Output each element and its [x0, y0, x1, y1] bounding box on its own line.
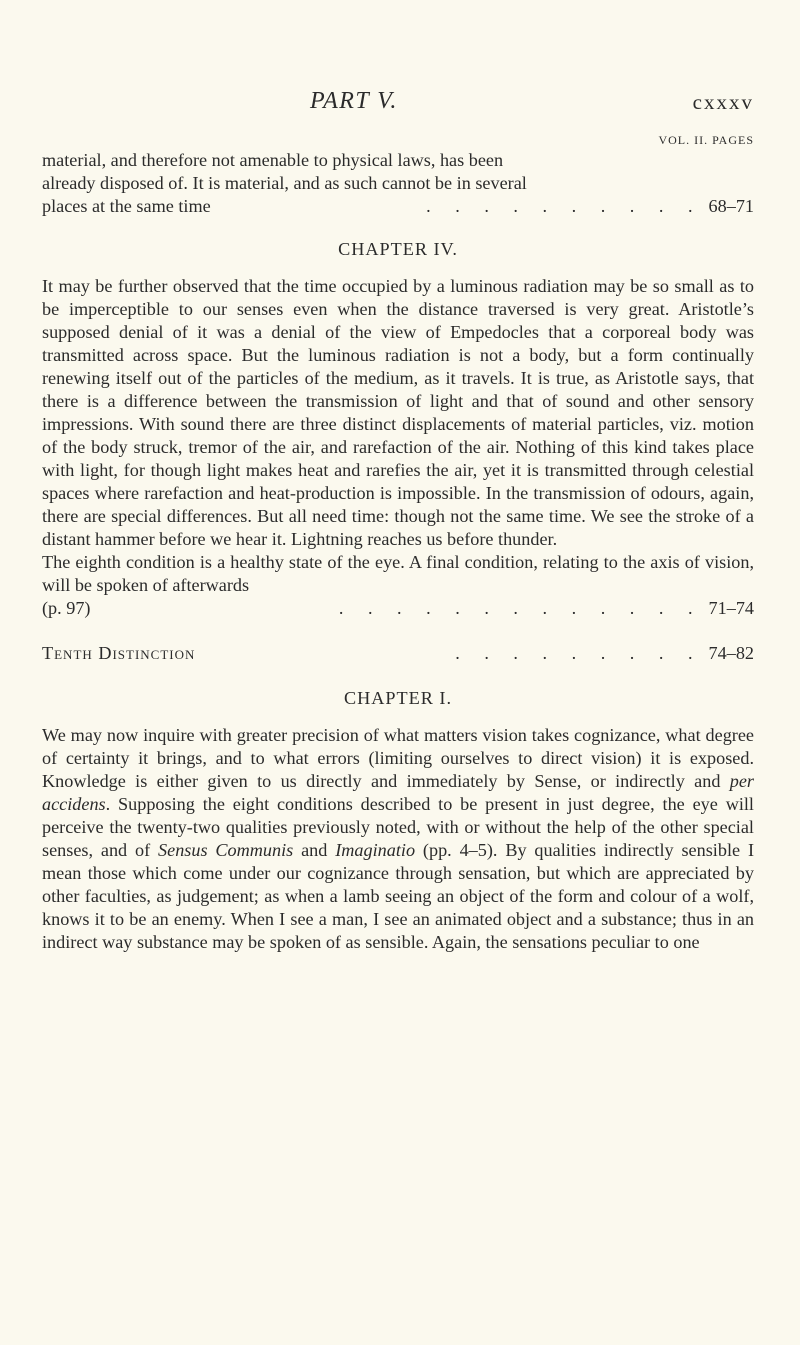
- chapter-i-paragraph: [42, 724, 754, 954]
- page-range: 71–74: [708, 598, 754, 618]
- chapter-iv-leader-line: [42, 597, 754, 620]
- chapter-iv-paragraph-1: It may be further observed that the time occupied by a luminous radiation may be so small as to be imperceptible to our senses even when the distance traversed is very great. Aristotle’s supposed denial of it was a denial of the view of Empedocles that a corporeal body was transmitted across space. But the luminous radiation is not a body, but a form continually renewing itself out of the particles of the medium, as it travels. It is true, as Aristotle says, that there is a difference between the transmission of light and that of sound and other sensory impressions. With sound there are three distinct displacements of material particles, viz. motion of the body struck, tremor of the air, and rarefaction of the air. Nothing of this kind takes place with light, for though light makes heat and rarefies the air, yet it is transmitted through celestial spaces where rarefaction and heat-production is impossible. In the transmission of odours, again, there are special differences. But all need time: though not the same time. We see the stroke of a distant hammer before we hear it. Lightning reaches us before thunder.: [42, 276, 754, 549]
- running-head: [42, 88, 754, 128]
- dot-leader: . . . . . . . . . .: [426, 196, 703, 216]
- intro-line-1: material, and therefore not amenable to physical laws, has been: [42, 150, 504, 170]
- italic-term: Sensus Communis: [158, 840, 294, 860]
- italic-term: per accidens: [42, 771, 754, 814]
- text-run: and: [293, 840, 336, 860]
- intro-line-2: already disposed of. It is material, and as such cannot be in several: [42, 173, 527, 193]
- body-text: [42, 131, 754, 954]
- chapter-heading-i: CHAPTER I.: [343, 688, 452, 708]
- page-range: 74–82: [708, 643, 754, 663]
- tenth-distinction-line: [42, 642, 754, 665]
- intro-lead-text: places at the same time: [42, 196, 211, 216]
- intro-leader-line: [42, 195, 754, 218]
- page-number: cxxxv: [692, 90, 754, 114]
- dot-leader: . . . . . . . . .: [455, 643, 703, 663]
- dot-leader: . . . . . . . . . . . . .: [338, 598, 703, 618]
- text-run: (pp. 4–5). By qualities indirectly sensible I mean those which come under our cognizance through sensation, but which are appreciated by other faculties, as judgement; as when a lamb seeing an object of the form and colour of a wolf, knows it to be an enemy. When I see a man, I see an animated object and a substance; thus in an indirect way substance may be spoken of as sensible. Again, the sensations peculiar to one: [42, 840, 754, 952]
- page-range: 68–71: [708, 196, 754, 216]
- italic-term: Imaginatio: [335, 840, 416, 860]
- text-run: . Supposing the eight conditions described to be present in just degree, the eye will perceive the twenty-two qualities previously noted, with or without the help of the other special senses, and of: [42, 794, 754, 860]
- page-reference: (p. 97): [42, 598, 91, 618]
- chapter-iv-paragraph-2: The eighth condition is a healthy state of the eye. A final condition, relating to the axis of vision, will be spoken of afterwards: [42, 552, 754, 595]
- section-heading: Tenth Distinction: [42, 643, 196, 663]
- chapter-heading-iv: CHAPTER IV.: [338, 239, 458, 259]
- text-run: We may now inquire with greater precision of what matters vision takes cognizance, what degree of certainty it brings, and to what errors (limiting ourselves to direct vision) it is exposed. Knowledge is either given to us directly and immediately by Sense, or indirectly and: [42, 725, 754, 791]
- running-title: PART V.: [310, 88, 398, 114]
- column-label: VOL. II. PAGES: [658, 133, 754, 147]
